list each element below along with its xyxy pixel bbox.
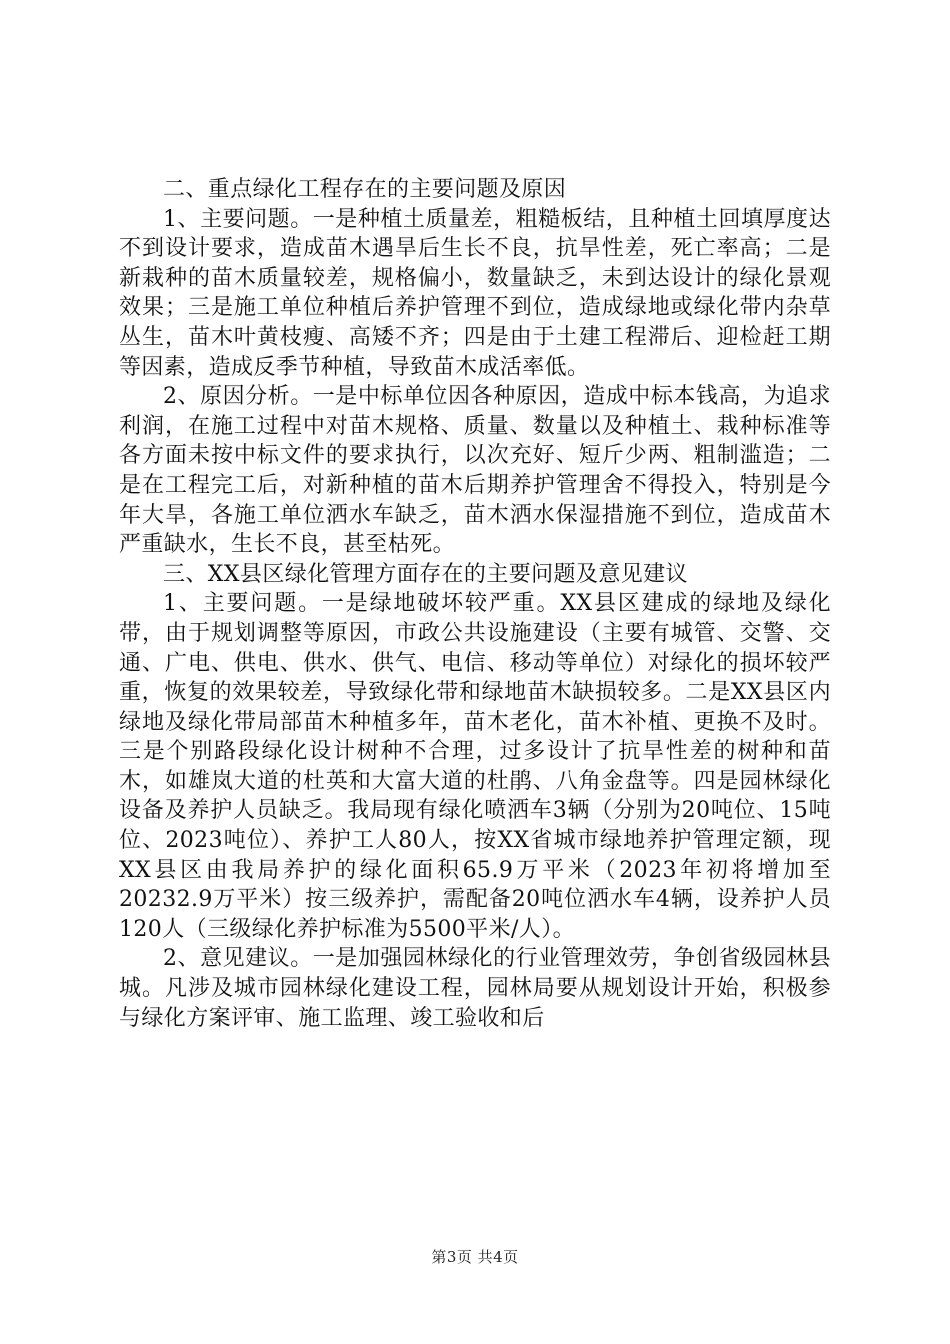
page-number-footer: 第3页 共4页 xyxy=(431,1248,519,1266)
section-heading-2: 二、重点绿化工程存在的主要问题及原因 xyxy=(163,177,567,202)
section-heading-3: 三、XX县区绿化管理方面存在的主要问题及意见建议 xyxy=(163,561,688,587)
paragraph-suggestions: 2、意见建议。一是加强园林绿化的行业管理效劳，争创省级园林县城。凡涉及城市园林绿化建设工程，园林局要从规划设计开始，积极参与绿化方案评审、施工监理、竣工验收和后 xyxy=(119,946,831,1031)
paragraph-management-problems: 1、主要问题。一是绿地破坏较严重。XX县区建成的绿地及绿化带，由于规划调整等原因，市政公共设施建设（主要有城管、交警、交通、广电、供电、供水、供气、电信、移动等单位）对绿化的损坏较严重，恢复的效果较差，导致绿化带和绿地苗木缺损较多。二是XX县区内绿地及绿化带局部苗木种植多年，苗木老化，苗木补植、更换不及时。三是个别路段绿化设计树种不合理，过多设计了抗旱性差的树种和苗木，如雄岚大道的杜英和大富大道的杜鹃、八角金盘等。四是园林绿化设备及养护人员缺乏。我局现有绿化喷洒车3辆（分别为20吨位、15吨位、2023吨位）、养护工人80人，按XX省城市绿地养护管理定额，现XX县区由我局养护的绿化面积65.9万平米（2023年初将增加至20232.9万平米）按三级养护，需配备20吨位洒水车4辆，设养护人员120人（三级绿化养护标准为5500平米/人）。 xyxy=(119,591,831,942)
document-body xyxy=(119,175,831,1033)
paragraph-main-problems: 1、主要问题。一是种植土质量差，粗糙板结，且种植土回填厚度达不到设计要求，造成苗木遇旱后生长不良，抗旱性差，死亡率高；二是新栽种的苗木质量较差，规格偏小，数量缺乏，未到达设计的绿化景观效果；三是施工单位种植后养护管理不到位，造成绿地或绿化带内杂草丛生，苗木叶黄枝瘦、高矮不齐；四是由于土建工程滞后、迎检赶工期等因素，造成反季节种植，导致苗木成活率低。 xyxy=(119,206,831,380)
paragraph-cause-analysis: 2、原因分析。一是中标单位因各种原因，造成中标本钱高，为追求利润，在施工过程中对苗木规格、质量、数量以及种植土、栽种标准等各方面未按中标文件的要求执行，以次充好、短斤少两、粗制滥造；二是在工程完工后，对新种植的苗木后期养护管理舍不得投入，特别是今年大旱，各施工单位洒水车缺乏，苗木洒水保湿措施不到位，造成苗木严重缺水，生长不良，甚至枯死。 xyxy=(119,384,831,558)
